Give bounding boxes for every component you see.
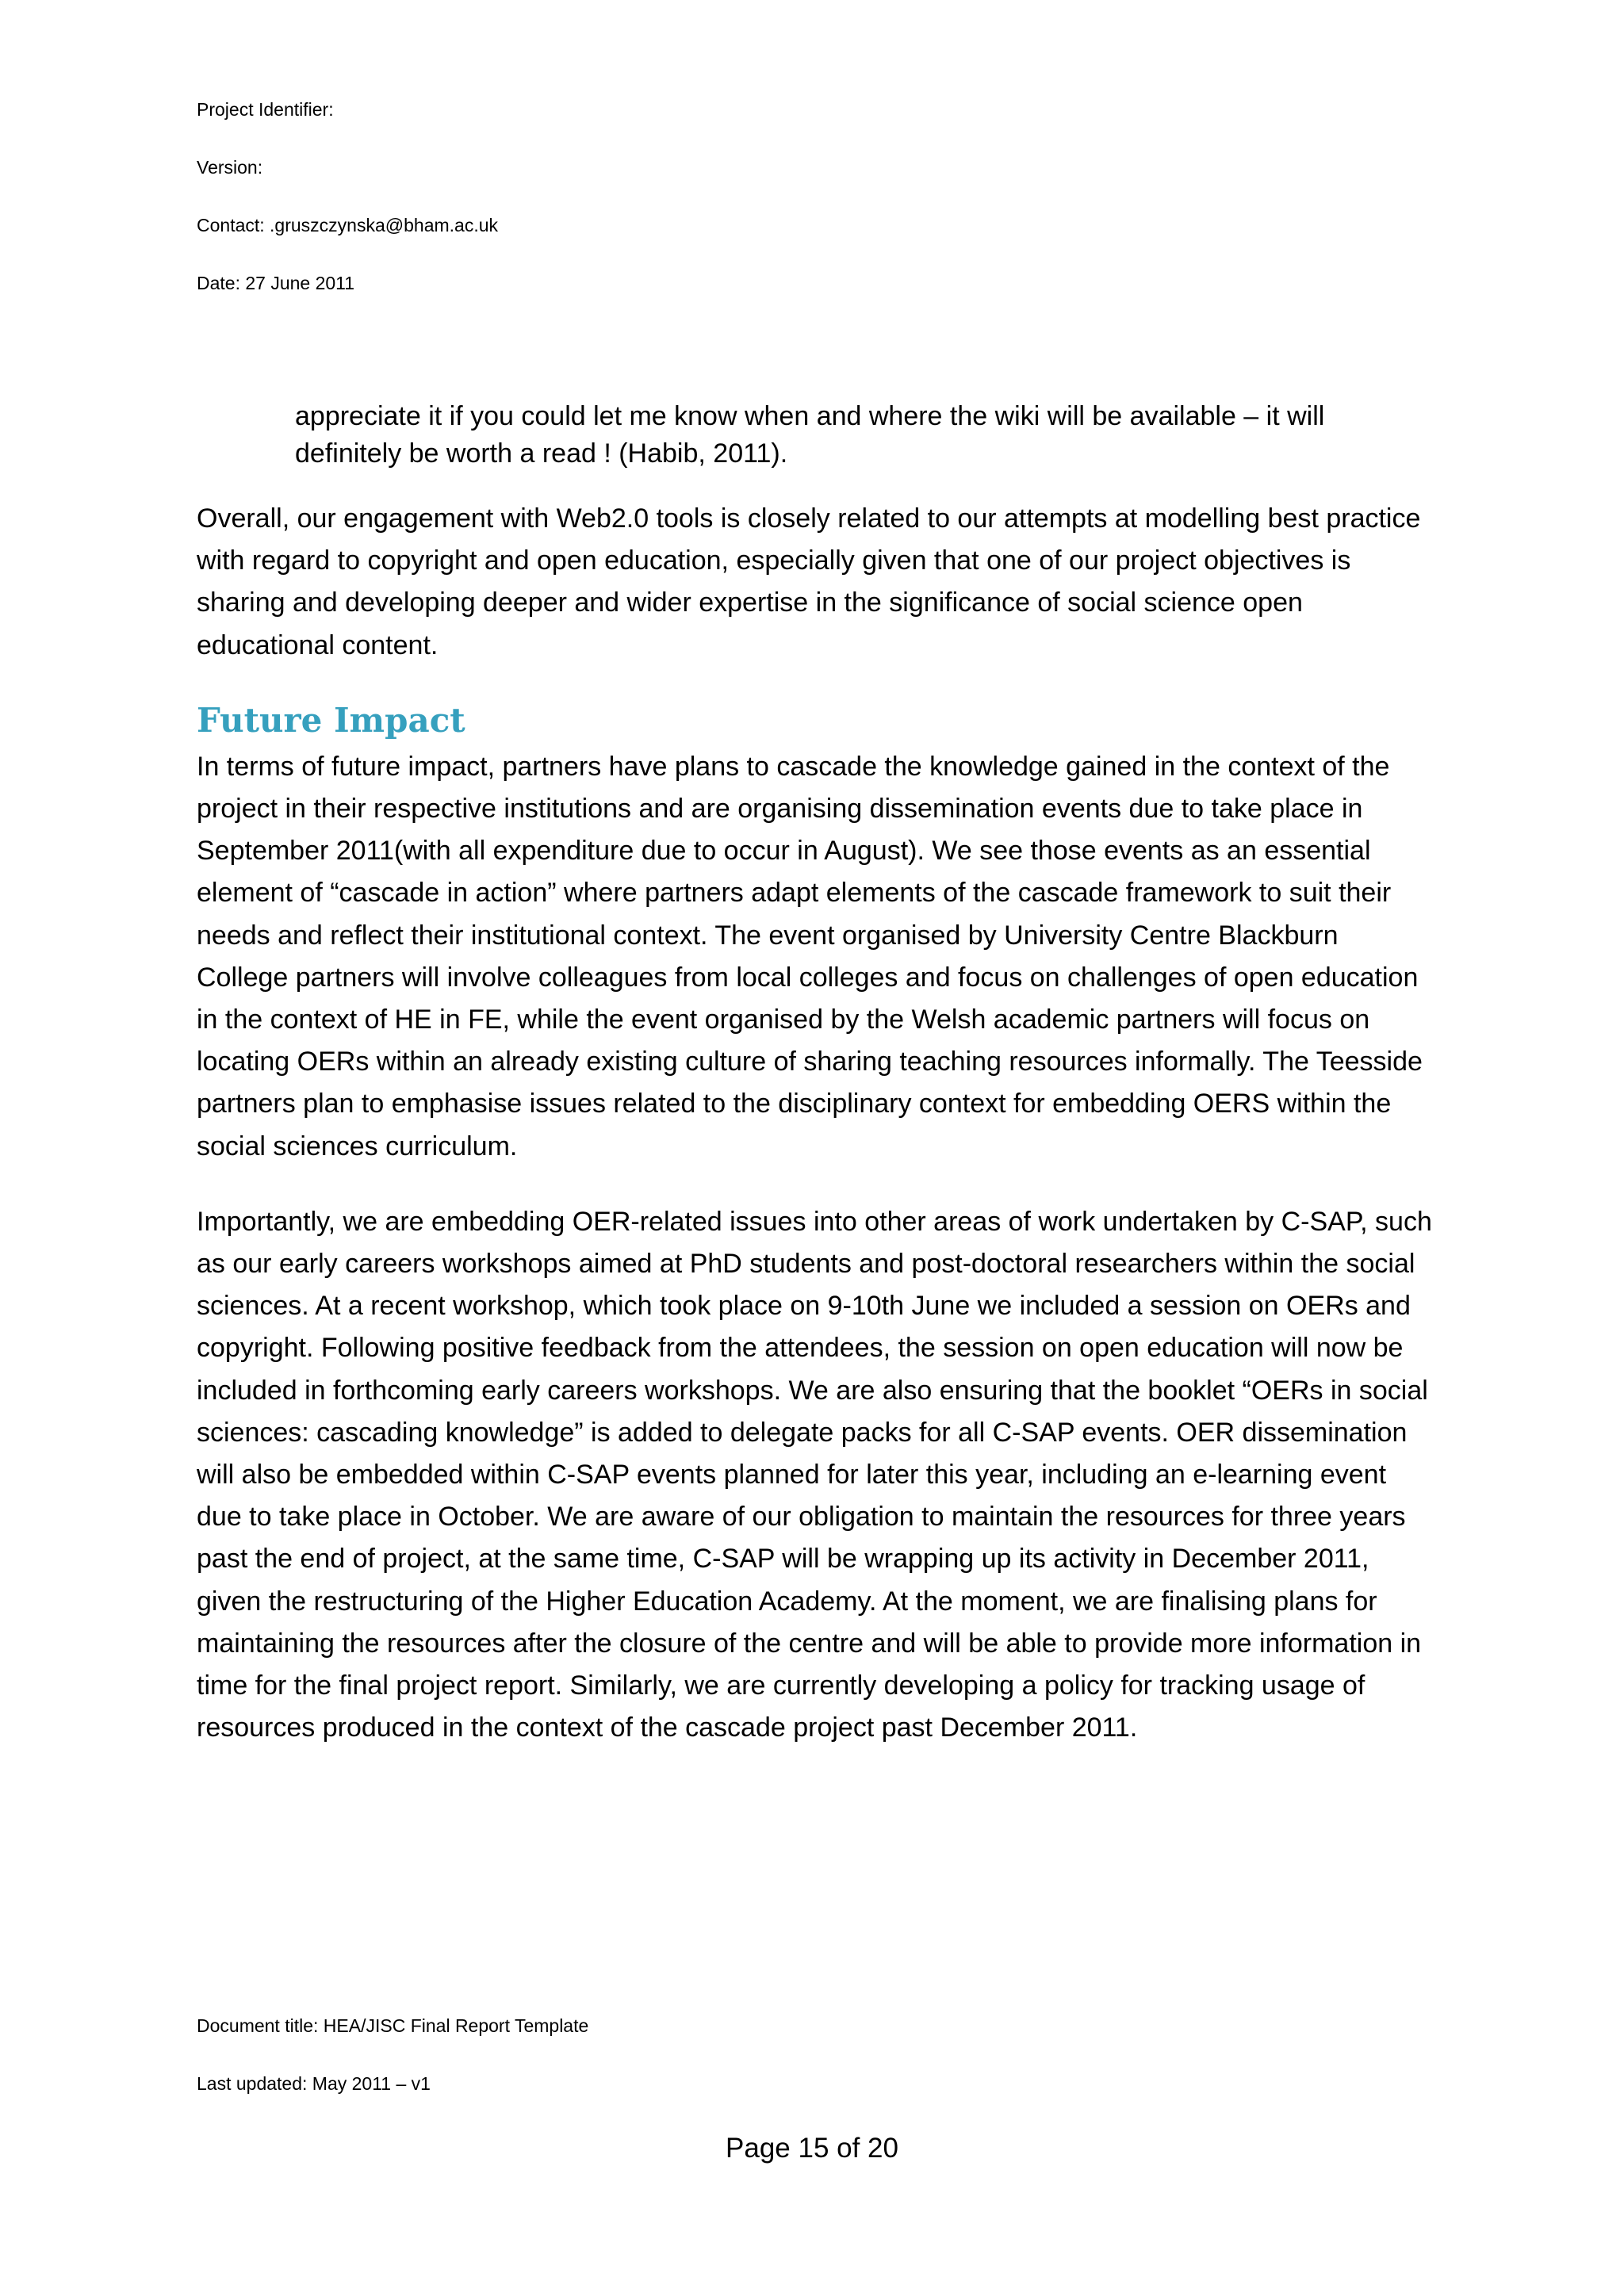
paragraph-overall: Overall, our engagement with Web2.0 tools is closely related to our attempts at modelling best practice with regard to copyright and open education, especially given that one of our project objectives is sharing and developing deeper and wider expertise in the significance of social science open educational content. [197,503,1421,660]
page-footer [197,2013,1434,2129]
header-date: Date: 27 June 2011 [197,273,355,293]
block-quote: appreciate it if you could let me know when and where the wiki will be available – it will definitely be worth a read ! (Habib, 2011). [295,401,1325,469]
paragraph-future-impact-1: In terms of future impact, partners have plans to cascade the knowledge gained in the context of the project in their respective institutions and are organising dissemination events due to take place in September 2011(with all expenditure due to occur in August). We see those events as an essential element of “cascade in action” where partners adapt elements of the cascade framework to suit their needs and reflect their institutional context. The event organised by University Centre Blackburn College partners will involve colleagues from local colleges and focus on challenges of open education in the context of HE in FE, while the event organised by the Welsh academic partners will focus on locating OERs within an already existing culture of sharing teaching resources informally. The Teesside partners plan to emphasise issues related to the disciplinary context for embedding OERS within the social sciences curriculum. [197,751,1423,1161]
header-version: Version: [197,157,263,178]
header-project-identifier: Project Identifier: [197,99,334,120]
section-heading-future-impact: Future Impact [197,700,465,740]
header-contact: Contact: .gruszczynska@bham.ac.uk [197,215,499,235]
page-header [197,97,1434,328]
page-number: Page 15 of 20 [726,2133,898,2164]
page-body [197,398,1434,1782]
footer-last-updated: Last updated: May 2011 – v1 [197,2073,431,2094]
footer-document-title: Document title: HEA/JISC Final Report Template [197,2015,589,2036]
paragraph-future-impact-2: Importantly, we are embedding OER-related issues into other areas of work undertaken by C-SAP, such as our early careers workshops aimed at PhD students and post-doctoral researchers within the social sciences. At a recent workshop, which took place on 9-10th June we included a session on OERs and copyright. Following positive feedback from the attendees, the session on open education will now be included in forthcoming early careers workshops. We are also ensuring that the booklet “OERs in social sciences: cascading knowledge” is added to delegate packs for all C-SAP events. OER dissemination will also be embedded within C-SAP events planned for later this year, including an e-learning event due to take place in October. We are aware of our obligation to maintain the resources for three years past the end of project, at the same time, C-SAP will be wrapping up its activity in December 2011, given the restructuring of the Higher Education Academy. At the moment, we are finalising plans for maintaining the resources after the closure of the centre and will be able to provide more information in time for the final project report. Similarly, we are currently developing a policy for tracking usage of resources produced in the context of the cascade project past December 2011. [197,1206,1432,1743]
